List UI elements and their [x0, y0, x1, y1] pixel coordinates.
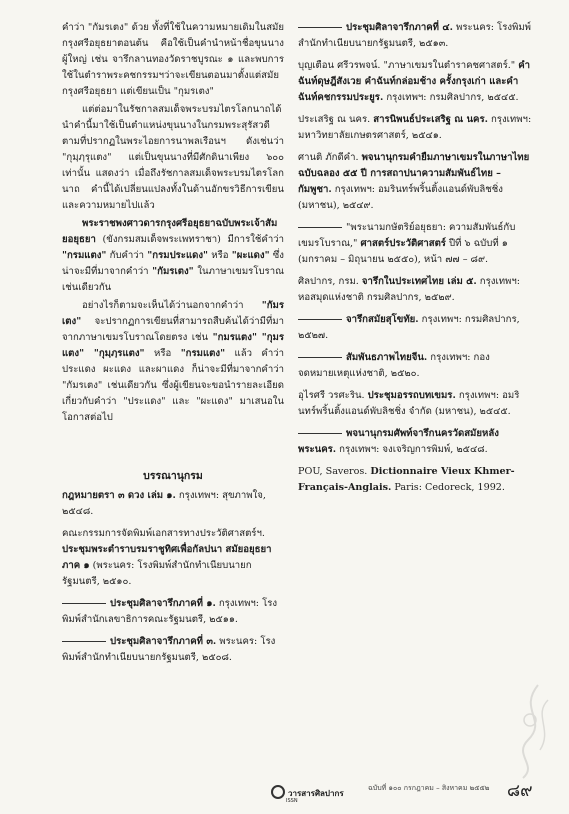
left-column: [62, 20, 284, 672]
text-run: ในภาษาเขมรโบราณเช่นเดียวกัน: [62, 266, 285, 293]
text-run: กรุงเทพฯ: กรมศิลปากร, ๒๕๔๕.: [383, 92, 519, 103]
text-run: บุญเตือน ศรีวรพจน์. "ภาษาเขมรในตำราคชศาสตร์.": [298, 60, 519, 71]
text-run: กรุงเทพฯ: โรงพิมพ์สำนักเลขาธิการคณะรัฐมนตรี, ๒๕๑๑.: [62, 598, 278, 625]
text-run: กรุงเทพฯ: กรมศิลปากร, ๒๕๒๗.: [298, 314, 520, 341]
magazine-logo: [271, 781, 344, 804]
bibliography-entry: [298, 388, 536, 420]
issue-info: ฉบับที่ ๑๐๐ กรกฎาคม – สิงหาคม ๒๕๕๒: [368, 784, 490, 792]
bibliography-entry: [298, 112, 536, 144]
text-run: กรุงเทพฯ: อมรินทร์พริ้นติ้งแอนด์พับลิชชิ่ง (มหาชน), ๒๕๔๙.: [298, 184, 503, 211]
bold-text: พจนานุกรมคำยืมภาษาเขมรในภาษาไทย ฉบับฉลอง ๕๕ ปี การสถาปนาความสัมพันธ์ไทย – กัมพูชา.: [298, 152, 530, 195]
bibliography-entry: [62, 634, 284, 666]
bibliography-entry: [62, 596, 284, 628]
bold-text: ประชุมพระตำราบรมราชูทิศเพื่อกัลปนา สมัยอยุธยา ภาค ๑: [62, 544, 272, 571]
bold-text: "กัมรเตง": [152, 266, 194, 277]
text-run: กรุงเทพฯ: หอสมุดแห่งชาติ กรมศิลปากร, ๒๕๒๙.: [298, 276, 520, 303]
text-run: หรือ: [208, 250, 232, 261]
repeat-author-dash: [62, 603, 106, 604]
bold-text: ประชุมศิลาจารึกภาคที่ ๑.: [110, 598, 216, 609]
bibliography-heading: บรรณานุกรม: [143, 470, 203, 482]
text-run: กรุงเทพฯ: จงเจริญการพิมพ์, ๒๕๔๘.: [336, 444, 488, 455]
text-run: POU, Saveros.: [298, 466, 371, 477]
bold-text: สารนิพนธ์ประเสริฐ ณ นคร.: [373, 114, 488, 125]
bold-text: ศาสตร์ประวัติศาสตร์: [360, 238, 446, 249]
bold-text: กฎหมายตรา ๓ ดวง เล่ม ๑.: [62, 490, 176, 501]
text-run: "พระนามกษัตริย์อยุธยา: ความสัมพันธ์กับเขมรโบราณ,": [298, 222, 516, 249]
text-run: หรือ: [144, 348, 181, 359]
bold-text: ประชุมศิลาจารึกภาคที่ ๔.: [346, 22, 453, 33]
text-run: ศิลปากร, กรม.: [298, 276, 362, 287]
bold-text: "กรมประแดง": [147, 250, 209, 261]
repeat-author-dash: [298, 27, 342, 28]
bibliography-entry: [298, 464, 536, 496]
bibliography-entry: [298, 58, 536, 106]
bold-text: "กมรแตง" "กุมรแตง" "กุมฺภฺรแตง": [62, 332, 284, 359]
bold-text: "กรมแตง": [180, 348, 226, 359]
bold-text: Dictionnaire Vieux Khmer-Français-Anglais.: [298, 466, 515, 493]
bibliography-entry: [298, 426, 536, 458]
logo-icon: [271, 785, 285, 799]
bibliography-entry: [298, 150, 536, 214]
text-run: พระนคร: โรงพิมพ์สำนักทำเนียบนายกรัฐมนตรี, ๒๕๐๘.: [62, 636, 276, 663]
text-run: จะปรากฏการเขียนที่สามารถสืบค้นได้ว่ามีที่มาจากภาษาเขมรโบราณโดยตรง เช่น: [62, 316, 284, 343]
page-number: ๘๙: [507, 781, 533, 801]
bold-text: พจนานุกรมศัพท์จารึกนครวัดสมัยหลังพระนคร.: [298, 428, 499, 455]
text-run: ปีที่ ๖ ฉบับที่ ๑ (มกราคม – มิถุนายน ๒๕๕๐), หน้า ๗๗ – ๘๙.: [298, 238, 508, 265]
bibliography-entry: [298, 312, 536, 344]
repeat-author-dash: [298, 357, 342, 358]
bold-text: คำฉันท์ดุษฎีสังเวย คำฉันท์กล่อมช้าง ครั้งกรุงเก่า และคำฉันท์คชกรรมประยูร.: [298, 60, 531, 103]
page-footer: [0, 779, 569, 805]
bold-text: "กรมแตง": [62, 250, 107, 261]
bold-text: ประชุมศิลาจารึกภาคที่ ๓.: [110, 636, 217, 647]
right-column: [298, 20, 536, 502]
bold-text: จารึกในประเทศไทย เล่ม ๕.: [361, 276, 477, 287]
bibliography-entry: [298, 220, 536, 268]
text-run: ศานติ ภักดีคำ.: [298, 152, 362, 163]
bold-text: พระราชพงศาวดารกรุงศรีอยุธยาฉบับพระเจ้าสัมยอยุธยา: [62, 218, 278, 245]
bold-text: "กัมรเตง": [62, 300, 284, 327]
logo-subtext: ISSN: [286, 798, 298, 804]
logo-text: วารสารศิลปากร: [288, 789, 344, 798]
text-run: กรุงเทพฯ: มหาวิทยาลัยเกษตรศาสตร์, ๒๕๔๑.: [298, 114, 532, 141]
text-run: กรุงเทพฯ: สุขภาพใจ, ๒๕๔๘.: [62, 490, 266, 517]
bibliography-entry: [298, 350, 536, 382]
text-run: อย่างไรก็ตามจะเห็นได้ว่านอกจากคำว่า: [82, 300, 262, 311]
repeat-author-dash: [298, 433, 342, 434]
repeat-author-dash: [298, 319, 342, 320]
bibliography-entry: [298, 20, 536, 52]
text-run: แล้ว คำว่า ประแดง ผะแดง และผาแดง ก็น่าจะมีที่มาจากคำว่า "กัมรเตง" เช่นเดียวกัน ซึ่งผู้เขียนจะขอนำรายละเอียดเกี่ยวกับคำว่า "ประแดง" และ "ผะแดง" มาเสนอในโอกาสต่อไป: [62, 348, 284, 423]
text-run: คณะกรรมการจัดพิมพ์เอกสารทางประวัติศาสตร์ฯ.: [62, 528, 265, 539]
text-run: (ขังกรมสมเด็จพระเพทราชา) มีการใช้คำว่า: [95, 234, 284, 245]
text-run: อุไรศรี วรศะริน.: [298, 390, 368, 401]
decorative-ornament-icon: [468, 680, 558, 780]
bold-text: สัมพันธภาพไทยจีน.: [346, 352, 428, 363]
text-run: (พระนคร: โรงพิมพ์สำนักทำเนียบนายกรัฐมนตรี, ๒๕๑๐.: [62, 560, 252, 587]
text-run: Paris: Cedoreck, 1992.: [391, 482, 505, 493]
bibliography-entry: [62, 488, 284, 520]
body-paragraph: [62, 216, 284, 296]
repeat-author-dash: [298, 227, 342, 228]
text-run: ซึ่งน่าจะมีที่มาจากคำว่า: [62, 250, 284, 277]
repeat-author-dash: [62, 641, 106, 642]
bold-text: "ผะแดง": [231, 250, 270, 261]
text-run: กรุงเทพฯ: อมรินทร์พริ้นติ้งแอนด์พับลิชชิ่ง จำกัด (มหาชน), ๒๕๔๕.: [298, 390, 520, 417]
body-paragraph: [62, 298, 284, 426]
text-run: กรุงเทพฯ: กองจดหมายเหตุแห่งชาติ, ๒๕๒๐.: [298, 352, 490, 379]
bold-text: จารึกสมัยสุโขทัย.: [346, 314, 419, 325]
body-paragraph: คำว่า "กัมรเตง" ด้วย ทั้งที่ใช้ในความหมายเดิมในสมัยกรุงศรีอยุธยาตอนต้น คือใช้เป็นคำนำหน้าชื่อขุนนางผู้ใหญ่ เช่น จารึกลานทองวัดราชบูรณะ ๑ และพบการใช้ในตำราพระคชกรรมฯว่าจะเขียนตอนมาตั้งแต่สมัยกรุงศรีอยุธยา แต่เขียนเป็น "กุมรเตง": [62, 22, 284, 97]
bibliography-entry: [62, 526, 284, 590]
text-run: กับคำว่า: [106, 250, 148, 261]
body-paragraph: แต่ต่อมาในรัชกาลสมเด็จพระบรมไตรโลกนาถได้นำคำนี้มาใช้เป็นตำแหน่งขุนนางในกรมพระสุรัสวดี ตามที่ปรากฏในพระไอยการนาพลเรือนฯ ดังเช่นว่า "กุมฺภฺรุแตง" แต่เป็นขุนนางที่มีศักดินาเพียง ๖๐๐ เท่านั้น แสดงว่า เมื่อถึงรัชกาลสมเด็จพระบรมไตรโลกนาถ คำนี้ได้เปลี่ยนแปลงทั้งในด้านอักขรวิธีการเขียนและความหมายไปแล้ว: [62, 104, 284, 211]
bold-text: ประชุมอรรถบทเขมร.: [367, 390, 456, 401]
text-run: ประเสริฐ ณ นคร.: [298, 114, 374, 125]
bibliography-entry: [298, 274, 536, 306]
text-run: พระนคร: โรงพิมพ์สำนักทำเนียบนายกรัฐมนตรี, ๒๕๑๓.: [298, 22, 532, 49]
